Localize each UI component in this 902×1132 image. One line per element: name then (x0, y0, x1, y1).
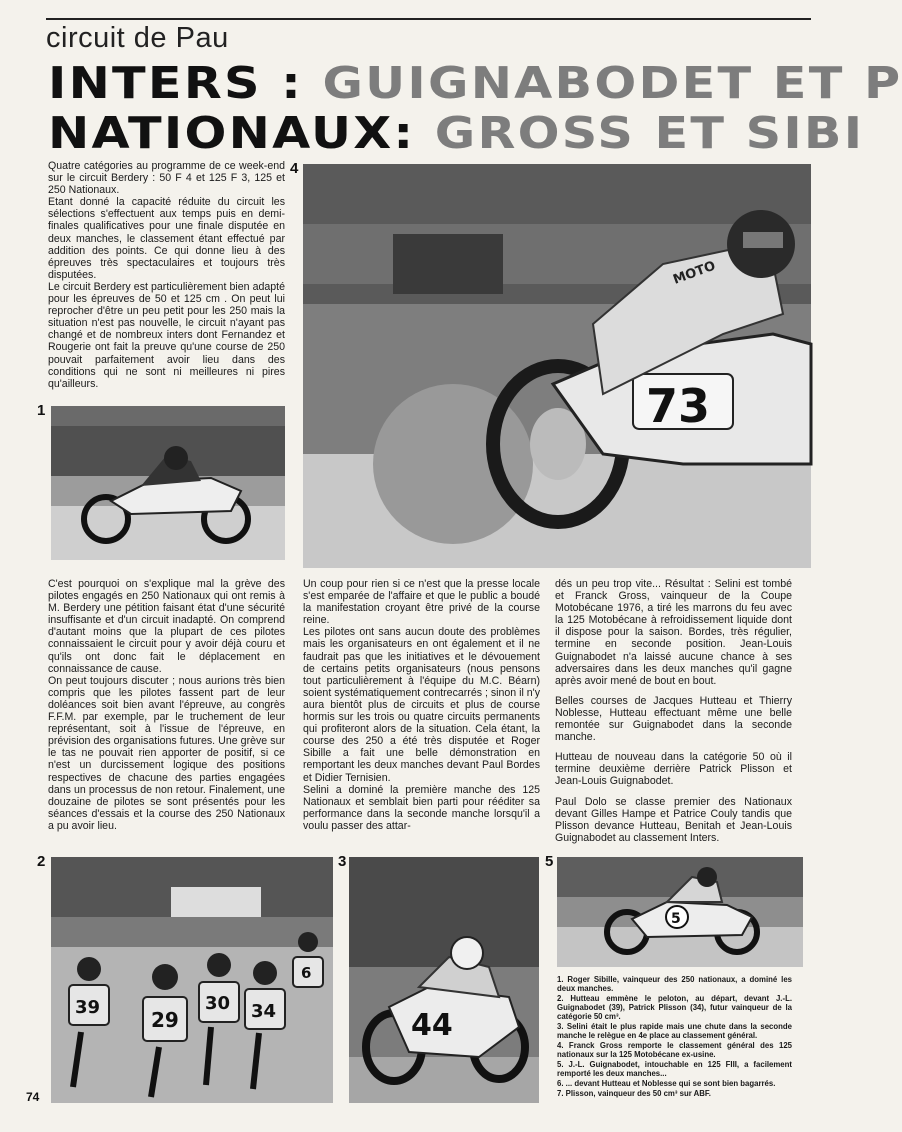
intro-paragraph: Le circuit Berdery est particulièrement bien adapté pour les épreuves de 50 et 125 cm . On peut lui reprocher d'être un peu petit pour les 250 mais la situation n'est pas nouvelle, le circuit n'ayant pas changé et de nombreux inters dont Fernandez et Rougerie ont fait la preuve qu'une course de 250 pouvait parfaitement avoir lieu dans des conditions qui ne sont ni meilleures ni pires qu'ailleurs. (48, 280, 285, 390)
headline-inters-names: GUIGNABODET ET P (322, 58, 902, 109)
body-paragraph: Paul Dolo se classe premier des Nationaux devant Gilles Hampe et Patrice Couly tandis que Plisson devance Hutteau, Benitah et Jean-Louis Guignabodet au classement Inters. (555, 795, 792, 844)
body-paragraph: Hutteau de nouveau dans la catégorie 50 où il termine deuxième derrière Patrick Plisson et Jean-Louis Guignabodet. (555, 751, 792, 788)
body-paragraph: Belles courses de Jacques Hutteau et Thierry Noblesse, Hutteau effectuant même une belle remontée sur Guignabodet dans la seconde manche. (555, 694, 792, 744)
photo-start-pack (51, 857, 333, 1103)
caption: 1. Roger Sibille, vainqueur des 250 nationaux, a dominé les deux manches. (557, 975, 792, 993)
body-column-1 (48, 578, 285, 832)
body-paragraph: Les pilotes ont sans aucun doute des problèmes mais les organisateurs en ont également et il ne faudrait pas que les initiatives et le dévouement de certains petits organisateurs (nous pensons tout particulièrement à l'équipe du M.C. Béarn) soient systématiquement contrecarrés ; sinon il n'y aura bientôt plus de circuits et plus de course hormis sur les trois ou quatre circuits permanents qui profiteront alors de la situation. Cela étant, la course des 250 a été très disputée et Roger Sibille a fait une belle démonstration en remportant les deux manches devant Paul Bordes et Didier Ternisien. (303, 626, 540, 784)
body-paragraph: Un coup pour rien si ce n'est que la presse locale s'est emparée de l'affaire et que le public a boudé la manifestation croyant être privé de la course reine. (303, 578, 540, 627)
bike-number-29: 29 (151, 1008, 179, 1032)
body-paragraph: Selini a dominé la première manche des 125 Nationaux et semblait bien parti pour rééditer sa performance dans la seconde manche lorsqu'il a voulu passer des attar- (303, 783, 540, 832)
body-paragraph: dés un peu trop vite... Résultat : Selini est tombé et Franck Gross, vainqueur de la Coupe Motobécane 1976, a tiré les marrons du feu avec la 125 Motobécane à refroidissement liquide dont il dispose pour la saison. Bordes, très régulier, termine en seconde position. Jean-Louis Guignabodet n'a laissé aucune chance à ses adversaires dans les deux manches qu'il gagne après avoir mené de bout en bout. (555, 578, 792, 687)
photo-number: 3 (338, 853, 347, 870)
caption: 6. ... devant Hutteau et Noblesse qui se sont bien bagarrés. (557, 1079, 776, 1088)
headline-nationaux (48, 108, 864, 159)
bike-number-44: 44 (411, 1008, 453, 1043)
bike-number-73: 73 (646, 379, 711, 433)
photo-selini (349, 857, 539, 1103)
section-title: circuit de Pau (46, 22, 229, 54)
body-column-2 (303, 578, 540, 832)
photo-number: 5 (545, 853, 554, 870)
caption: 4. Franck Gross remporte le classement général des 125 nationaux sur la 125 Motobécane ex-usine. (557, 1041, 792, 1059)
intro-text (48, 160, 285, 390)
photo-number: 1 (37, 402, 46, 419)
photo-race-leader (303, 164, 811, 568)
body-paragraph: C'est pourquoi on s'explique mal la grève des pilotes engagés en 250 Nationaux qui ont remis à M. Berdery une pétition faisant état d'une sécurité insuffisante et d'un circuit inadapté. On comprend d'autant moins que la plupart de ces pilotes connaissaient le circuit pour y avoir déjà couru et qu'ils ont donc fait le déplacement en connaissance de cause. (48, 578, 285, 675)
headline-nationaux-key: NATIONAUX: (48, 108, 416, 159)
intro-paragraph: Etant donné la capacité réduite du circuit les sélections s'effectuent aux temps puis en demi-finales qualificatives pour une finale disputée en deux manches, le classement étant effectué par addition des points. Ce qui donne lieu à des épreuves très spectaculaires et toujours très disputées. (48, 196, 285, 281)
body-paragraph: On peut toujours discuter ; nous aurions très bien compris que les pilotes fassent part de leur doléances soit bien avant l'épreuve, au congrès F.F.M. par exemple, par le truchement de leur représentant, soit à l'issue de l'épreuve, en prévision des organisations futures. Une grève sur le tas ne pouvait rien apporter de positif, si ce n'est un durcissement logique des positions respectives de chacune des parties engagées dans un processus de non retour. Finalement, une douzaine de pilotes se sont présentés pour les séances d'essais et la course des 250 Nationaux a pu avoir lieu. (48, 674, 285, 832)
bike-number-34: 34 (251, 1001, 277, 1022)
intro-paragraph: Quatre catégories au programme de ce week-end sur le circuit Berdery : 50 F 4 et 125 F 3, 125 et 250 Nationaux. (48, 160, 285, 197)
headline-inters (48, 58, 902, 109)
photo-number: 2 (37, 853, 46, 870)
bike-number-30: 30 (205, 993, 231, 1014)
page-number: 74 (26, 1090, 40, 1104)
caption: 7. Plisson, vainqueur des 50 cm³ sur ABF. (557, 1089, 711, 1098)
caption: 5. J.-L. Guignabodet, intouchable en 125 FIII, a facilement remporté les deux manches... (557, 1060, 792, 1078)
photo-sibille (51, 406, 285, 560)
leathers-text: MOTO (671, 258, 718, 288)
caption: 2. Hutteau emmène le peloton, au départ, devant J.-L. Guignabodet (39), Patrick Plisson (34), futur vainqueur de la catégorie 50 cm³. (557, 994, 792, 1021)
photo-captions (557, 975, 792, 1099)
photo-guignabodet (557, 857, 803, 967)
caption: 3. Selini était le plus rapide mais une chute dans la seconde manche le relègue en 4e place au classement général. (557, 1022, 792, 1040)
bike-number-39: 39 (75, 997, 101, 1018)
photo-number: 4 (290, 160, 299, 177)
body-column-3 (555, 578, 792, 844)
top-rule (46, 18, 811, 20)
bike-number-5: 5 (671, 911, 681, 927)
bike-number-6: 6 (301, 964, 312, 982)
headline-inters-key: INTERS : (48, 58, 304, 109)
headline-nationaux-names: GROSS ET SIBI (434, 108, 865, 159)
